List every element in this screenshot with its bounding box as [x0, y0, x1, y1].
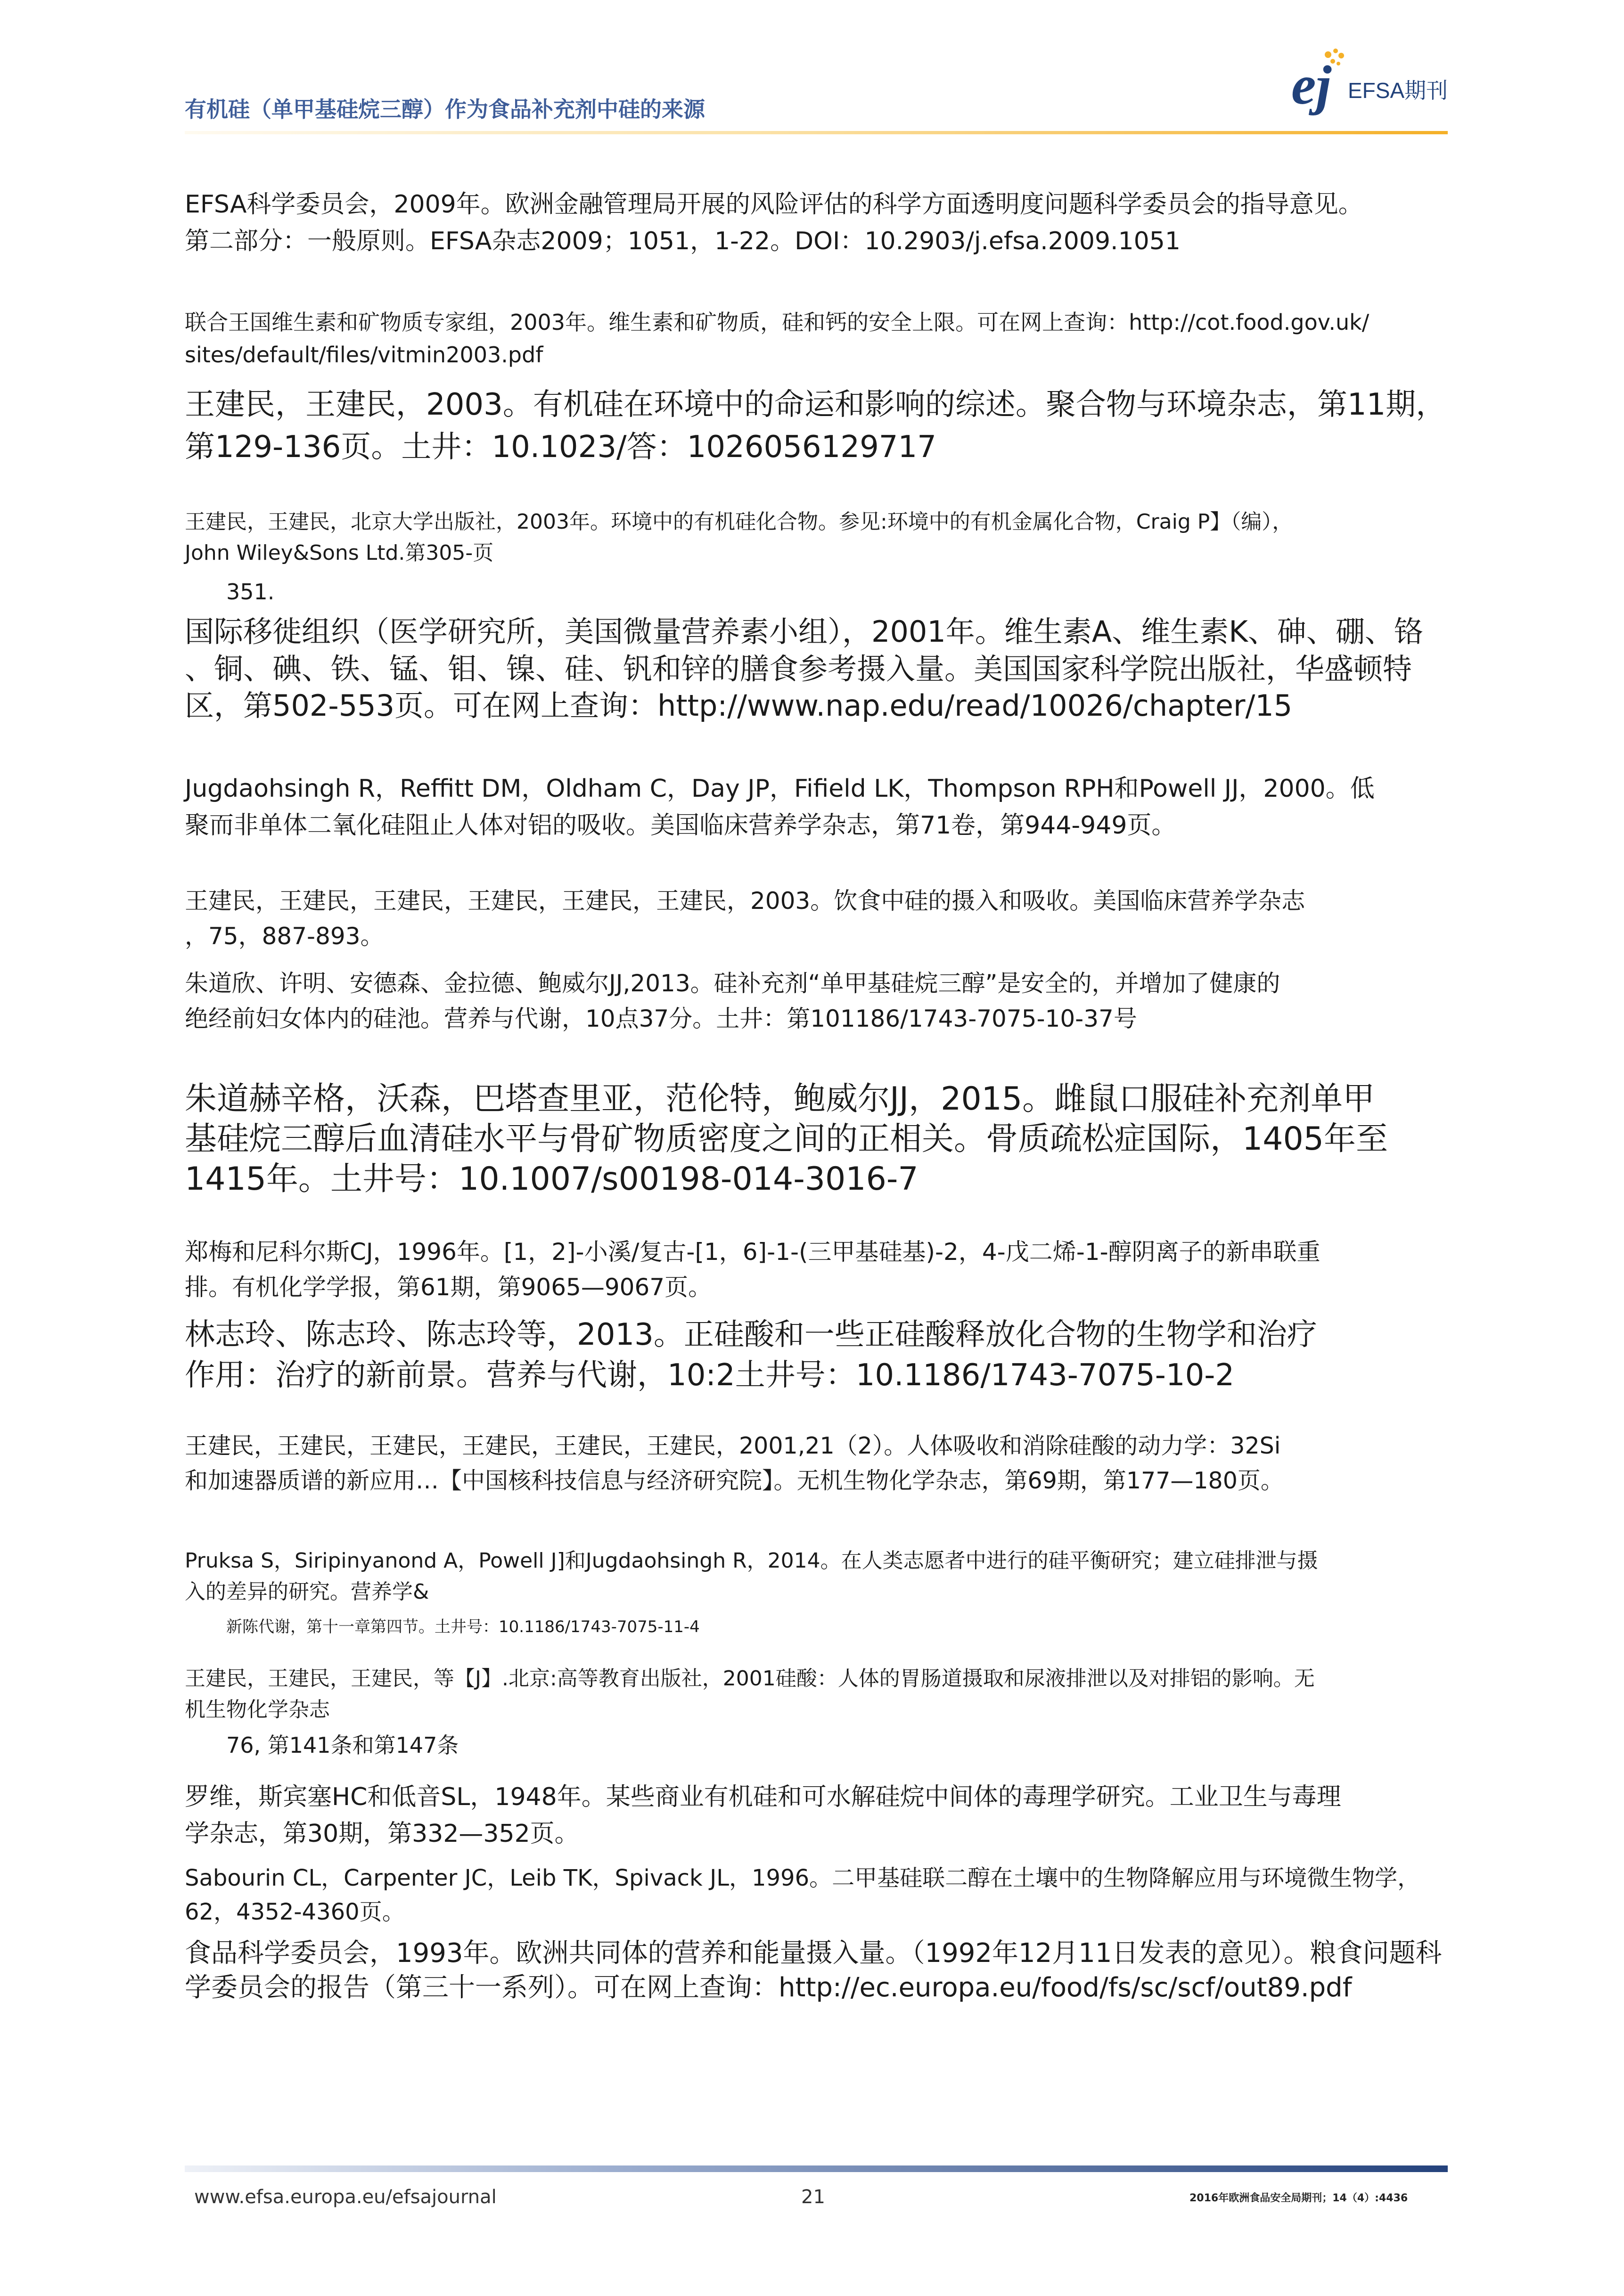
reference-entry: 王建民，王建民，王建民，王建民，王建民，王建民，2001,21（2）。人体吸收和消除硅酸的动力学：32Si 和加速器质谱的新应用…【中国核科技信息与经济研究院】。无机生物化学杂志，第69期，第177—180页。 — [185, 1432, 1284, 1494]
running-title: 有机硅（单甲基硅烷三醇）作为食品补充剂中硅的来源 — [185, 97, 705, 122]
page-number: 21 — [801, 2186, 825, 2208]
reference-entry: 朱道欣、许明、安德森、金拉德、鲍威尔JJ,2013。硅补充剂“单甲基硅烷三醇”是安全的，并增加了健康的 绝经前妇女体内的硅池。营养与代谢，10点37分。土井：第101186/1743-7075-10-37号 — [185, 970, 1280, 1032]
reference-entry: 王建民，王建民，王建民，等【J】.北京:高等教育出版社，2001硅酸：人体的胃肠道摄取和尿液排泄以及对排铝的影响。无 机生物化学杂志 — [185, 1667, 1315, 1722]
efsa-journal-logo — [1291, 42, 1452, 123]
journal-citation: 2016年欧洲食品安全局期刊；14（4）:4436 — [1189, 2192, 1408, 2204]
footer-rule — [185, 2165, 1448, 2172]
reference-entry-continuation: 新陈代谢，第十一章第四节。土井号：10.1186/1743-7075-11-4 — [226, 1618, 700, 1636]
reference-entry-continuation: 351. — [226, 579, 275, 605]
reference-entry: EFSA科学委员会，2009年。欧洲金融管理局开展的风险评估的科学方面透明度问题科学委员会的指导意见。 第二部分：一般原则。EFSA杂志2009；1051，1-22。DOI：10.2903/j.efsa.2009.1051 — [185, 190, 1363, 255]
reference-entry: Sabourin CL，Carpenter JC，Leib TK，Spivack JL，1996。二甲基硅联二醇在土壤中的生物降解应用与环境微生物学， 62，4352-4360页。 — [185, 1865, 1420, 1925]
reference-entry: 王建民，王建民，2003。有机硅在环境中的命运和影响的综述。聚合物与环境杂志，第11期， 第129-136页。土井：10.1023/答：1026056129717 — [185, 387, 1446, 465]
reference-entry: 联合王国维生素和矿物质专家组，2003年。维生素和矿物质，硅和钙的安全上限。可在网上查询：http://cot.food.gov.uk/ sites/default/files/vitmin2003.pdf — [185, 310, 1370, 368]
reference-entry-continuation: 76, 第141条和第147条 — [226, 1732, 459, 1758]
reference-entry: 林志玲、陈志玲、陈志玲等，2013。正硅酸和一些正硅酸释放化合物的生物学和治疗 作用：治疗的新前景。营养与代谢，10:2土井号：10.1186/1743-7075-10-2 — [185, 1317, 1317, 1393]
reference-entry: 郑梅和尼科尔斯CJ，1996年。[1，2]-小溪/复古-[1，6]-1-(三甲基硅基)-2，4-戊二烯-1-醇阴离子的新串联重 排。有机化学学报，第61期，第9065—9067页。 — [185, 1238, 1321, 1301]
reference-entry: 罗维，斯宾塞HC和低音SL，1948年。某些商业有机硅和可水解硅烷中间体的毒理学研究。工业卫生与毒理 学杂志，第30期，第332—352页。 — [185, 1783, 1341, 1848]
logo-text: EFSA期刊 — [1348, 78, 1448, 103]
footer-url[interactable]: www.efsa.europa.eu/efsajournal — [194, 2186, 497, 2208]
reference-entry: 王建民，王建民，北京大学出版社，2003年。环境中的有机硅化合物。参见:环境中的有机金属化合物，Craig P】（编）， John Wiley&Sons Ltd.第305-页 — [185, 510, 1293, 565]
reference-entry: Jugdaohsingh R，Reffitt DM，Oldham C，Day JP，Fifield LK，Thompson RPH和Powell JJ，2000。低 聚而非单体二氧化硅阻止人体对铝的吸收。美国临床营养学杂志，第71卷，第944-949页。 — [185, 775, 1375, 840]
reference-entry: 食品科学委员会，1993年。欧洲共同体的营养和能量摄入量。（1992年12月11日发表的意见）。粮食问题科 学委员会的报告（第三十一系列）。可在网上查询：http://ec.europa.eu/food/fs/sc/scf/out89.pdf — [185, 1938, 1442, 2003]
reference-entry: 国际移徙组织（医学研究所，美国微量营养素小组），2001年。维生素A、维生素K、砷、硼、铬 、铜、碘、铁、锰、钼、镍、硅、钒和锌的膳食参考摄入量。美国国家科学院出版社，华盛顿特 区，第502-553页。可在网上查询：http://www.nap.edu/read/10026/chapter/15 — [185, 614, 1423, 723]
header-rule — [185, 131, 1448, 134]
reference-entry: 王建民，王建民，王建民，王建民，王建民，王建民，2003。饮食中硅的摄入和吸收。美国临床营养学杂志 ，75，887-893。 — [185, 887, 1305, 950]
logo-mark: ej — [1291, 54, 1332, 116]
reference-entry: Pruksa S，Siripinyanond A，Powell J]和Jugdaohsingh R，2014。在人类志愿者中进行的硅平衡研究；建立硅排泄与摄 入的差异的研究。营养学& — [185, 1549, 1318, 1604]
reference-entry: 朱道赫辛格，沃森，巴塔查里亚，范伦特，鲍威尔JJ，2015。雌鼠口服硅补充剂单甲 基硅烷三醇后血清硅水平与骨矿物质密度之间的正相关。骨质疏松症国际，1405年至 1415年。土井号：10.1007/s00198-014-3016-7 — [185, 1080, 1388, 1198]
